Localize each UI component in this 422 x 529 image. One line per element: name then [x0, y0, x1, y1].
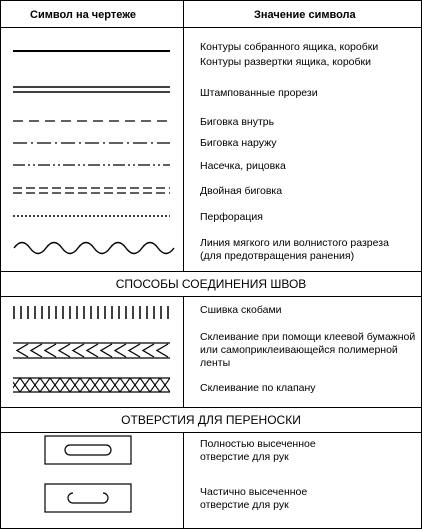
- double-dashed-line-symbol: [13, 188, 170, 193]
- joining-section-title: СПОСОБЫ СОЕДИНЕНИЯ ШВОВ: [115, 277, 307, 291]
- tape-symbol: [13, 343, 170, 358]
- label-notch: Насечка, рицовка: [200, 160, 286, 172]
- label-unfolded-contour: Контуры развертки ящика, коробки: [200, 56, 371, 68]
- staples-symbol: [14, 306, 168, 319]
- label-perforation: Перфорация: [200, 211, 263, 223]
- chevron-mark: [31, 344, 42, 357]
- chevron-mark: [143, 344, 154, 357]
- label-fold-outward: Биговка наружу: [200, 137, 277, 149]
- chevron-mark: [73, 344, 84, 357]
- chevron-mark: [115, 344, 126, 357]
- label-tape: Склеивание при помощи клеевой бумажной или самоприклеивающейся полимерной ленты: [200, 331, 416, 369]
- label-assembled-contour: Контуры собранного ящика, коробки: [200, 41, 379, 53]
- chevron-mark: [157, 344, 168, 357]
- chevron-mark: [59, 344, 70, 357]
- chevron-mark: [17, 344, 28, 357]
- symbol-column-header: Символ на чертеже: [30, 9, 136, 21]
- label-staples: Сшивка скобами: [200, 304, 282, 316]
- flap-glue-symbol: [13, 378, 170, 392]
- chevron-mark: [87, 344, 98, 357]
- wavy-line-symbol: [14, 243, 174, 254]
- symbols-drawing: [0, 0, 183, 529]
- handholes-section-title: ОТВЕРСТИЯ ДЛЯ ПЕРЕНОСКИ: [121, 413, 301, 427]
- label-partial-handhole: Частично высеченное отверстие для рук: [200, 486, 308, 511]
- label-flap-glue: Склеивание по клапану: [200, 382, 316, 394]
- label-stamped-slots: Штампованные прорези: [200, 87, 318, 99]
- chevron-mark: [45, 344, 56, 357]
- double-line-symbol: [13, 87, 170, 92]
- partial-handhole-symbol: [45, 484, 131, 512]
- label-double-fold: Двойная биговка: [200, 185, 283, 197]
- full-handhole-symbol: [45, 436, 131, 464]
- label-fold-inward: Биговка внутрь: [200, 116, 275, 128]
- meaning-column-header: Значение символа: [254, 9, 356, 21]
- chevron-mark: [129, 344, 140, 357]
- column-divider-lines: [183, 0, 184, 271]
- label-wavy-cut: Линия мягкого или волнистого разреза (для предотвращения ранения): [200, 237, 389, 262]
- chevron-mark: [101, 344, 112, 357]
- label-full-handhole: Полностью высеченное отверстие для рук: [200, 438, 316, 463]
- column-divider-joining: [183, 296, 184, 407]
- column-divider-handholes: [183, 432, 184, 529]
